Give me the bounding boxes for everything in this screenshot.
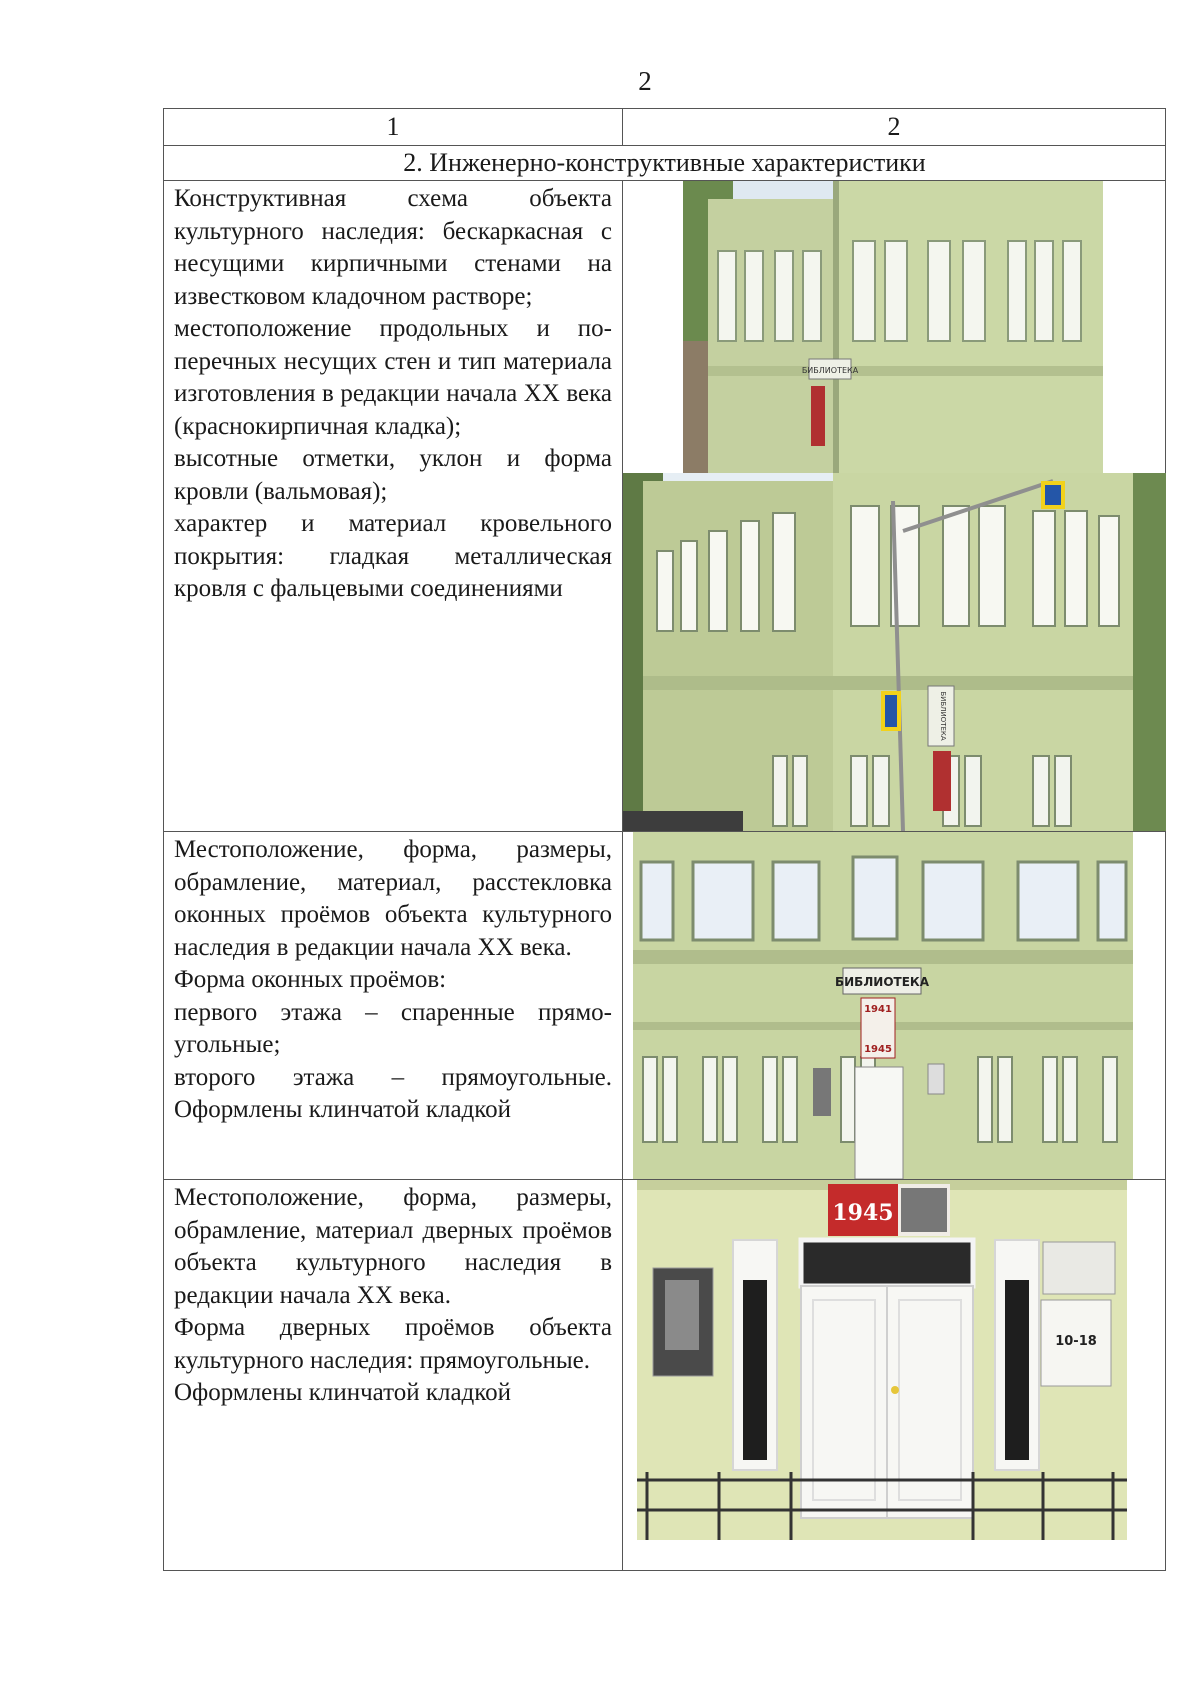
section-title-row [164, 146, 1166, 181]
photo-sign: БИБЛИОТЕКА [834, 975, 930, 989]
row-description [164, 181, 622, 606]
paragraph: Местоположение, форма, размеры, обрамление, материал дверных проёмов объекта культурного наследия в редакции начала XX века. [174, 1184, 612, 1309]
paragraph: высотные отметки, уклон и форма кровли (вальмовая); [174, 445, 612, 505]
paragraph: Конструктивная схема объекта культурного наследия: бескаркасная с несущими кирпичными стенами на известковом кладочном растворе; [174, 185, 612, 310]
paragraph: местоположение продольных и поперечных несущих стен и тип материала изготовления в редакции начала XX века (краснокирпичная кладка); [174, 315, 612, 440]
table-row [164, 181, 1166, 832]
paragraph: характер и материал кровельного покрытия: гладкая металлическая кровля с фальцевыми соединениями [174, 510, 612, 602]
paragraph: Форма дверных проёмов объекта культурного наследия: прямоугольные. [174, 1314, 612, 1374]
photo-sign: БИБЛИОТЕКА [939, 691, 947, 741]
windows-facade-photo [623, 832, 1166, 1179]
windows-facade-photo-wrap [623, 832, 1166, 1179]
building-corner-photos [623, 181, 1166, 831]
door-photo-wrap [623, 1180, 1166, 1550]
table-header-row [164, 109, 1166, 146]
paragraph: Форма оконных проёмов: [174, 966, 447, 993]
row-description [164, 832, 622, 1127]
photo-sign: 1941 [864, 1004, 892, 1015]
section-title: 2. Инженерно-конструктивные характеристики [164, 146, 1166, 181]
photo-sign: 1945 [832, 1200, 894, 1226]
paragraph: первого этажа – спаренные прямоугольные; [174, 998, 612, 1058]
column-header-1: 1 [164, 109, 623, 146]
door-photo [623, 1180, 1166, 1550]
page-number: 2 [638, 66, 652, 96]
table-row [164, 1180, 1166, 1571]
column-header-2: 2 [623, 109, 1166, 146]
characteristics-table [163, 108, 1166, 1571]
photo-sign: 10-18 [1055, 1334, 1097, 1349]
paragraph: второго этажа – прямоугольные. Оформлены клинчатой кладкой [174, 1063, 612, 1123]
paragraph: Оформлены клинчатой кладкой [174, 1379, 512, 1406]
row-description [164, 1180, 622, 1410]
photo-sign: 1945 [864, 1044, 892, 1055]
photo-sign: БИБЛИОТЕКА [801, 366, 859, 375]
table-row [164, 832, 1166, 1180]
building-corner-photo [623, 181, 1166, 831]
paragraph: Местоположение, форма, размеры, обрамление, материал, расстекловка оконных проёмов объекта культурного наследия в редакции начала XX века. [174, 836, 612, 961]
